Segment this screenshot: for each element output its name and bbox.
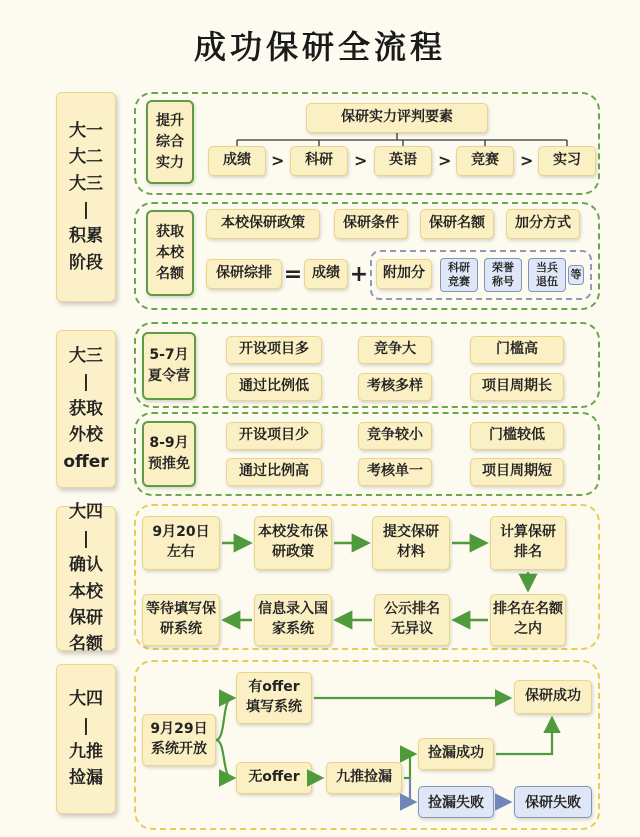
label-line: 5-7月: [149, 347, 189, 363]
side-line: offer: [63, 451, 109, 472]
grad-rec-fail: 保研失败: [514, 786, 592, 818]
pickup-success: 捡漏成功: [418, 738, 494, 770]
label-line: 无异议: [391, 621, 433, 637]
label-line: 8-9月: [149, 435, 189, 451]
pickup-fail: 捡漏失败: [418, 786, 494, 818]
label-line: 获取: [156, 223, 184, 240]
factor-english: 英语: [374, 146, 432, 176]
side-line: |: [82, 715, 90, 736]
side-line: 阶段: [69, 252, 103, 273]
label-line: 提升: [156, 112, 184, 129]
camp-item: 竞争大: [358, 336, 432, 364]
pre-item: 开设项目少: [226, 422, 322, 450]
label-line: 排名: [514, 544, 542, 560]
side-line: 九推: [69, 742, 103, 762]
label-line: 本校: [156, 244, 184, 261]
arrow-branch-icon: [410, 778, 413, 802]
side-line: 大三: [69, 173, 103, 194]
label-line: 当兵: [536, 261, 558, 275]
side-line: 积累: [69, 226, 103, 247]
label-line: 提交保研: [383, 524, 439, 541]
pre-item: 竞争较小: [358, 422, 432, 450]
gt-sign: >: [271, 151, 285, 170]
side-line: 大三: [69, 346, 103, 367]
label-line: 综合: [156, 133, 184, 150]
camp-item: 通过比例低: [226, 373, 322, 401]
camp-item: 考核多样: [358, 373, 432, 401]
label-line: 公示排名: [384, 601, 440, 618]
pre-item: 项目周期短: [470, 458, 564, 486]
label-line: 9月20日: [152, 524, 210, 541]
side-line: 本校: [69, 581, 103, 602]
camp-item: 项目周期长: [470, 373, 564, 401]
label-line: 预推免: [148, 456, 190, 472]
side-line: 保研: [69, 607, 103, 628]
label-line: 家系统: [272, 621, 314, 637]
bonus: 附加分: [376, 259, 432, 289]
nine-push-pickup: 九推捡漏: [326, 762, 402, 794]
label-line: 本校发布保: [258, 524, 328, 541]
label-line: 荣誉: [492, 261, 514, 275]
arrow-up-icon: [496, 720, 552, 754]
label-line: 竞赛: [448, 275, 470, 288]
factor-tree-lines: [237, 133, 567, 146]
factor-grades: 成绩: [208, 146, 266, 176]
total-rank: 保研综排: [206, 259, 282, 289]
camp-item: 开设项目多: [226, 336, 322, 364]
label-line: 名额: [156, 265, 184, 282]
policy-item: 本校保研政策: [206, 209, 320, 239]
flow-arrows: [222, 543, 528, 620]
label-line: 9月29日: [150, 721, 208, 738]
pre-item: 考核单一: [358, 458, 432, 486]
side-line: |: [82, 372, 90, 393]
label-line: 研系统: [160, 621, 202, 637]
policy-item: 保研名额: [420, 209, 494, 239]
gt-sign: >: [354, 151, 368, 170]
branch-arrows: [216, 698, 552, 778]
bonus-etc: 等: [568, 265, 584, 285]
side-line: 外校: [69, 425, 103, 446]
policy-item: 保研条件: [334, 209, 408, 239]
label-line: 实力: [156, 154, 184, 171]
label-line: 信息录入国: [258, 601, 328, 618]
arrow-branch-icon: [216, 698, 232, 740]
plus-sign: +: [349, 261, 369, 287]
pre-item: 门槛较低: [470, 422, 564, 450]
camp-item: 门槛高: [470, 336, 564, 364]
label-line: 系统开放: [151, 741, 207, 757]
factors-title: 保研实力评判要素: [306, 103, 488, 133]
label-line: 科研: [448, 261, 470, 275]
side-line: |: [82, 528, 90, 549]
label-line: 夏令营: [148, 368, 190, 384]
no-offer: 无offer: [236, 762, 312, 794]
side-line: 大四: [69, 689, 103, 710]
side-line: 获取: [69, 398, 103, 419]
label-line: 左右: [167, 544, 195, 560]
gt-sign: >: [438, 151, 452, 170]
label-line: 材料: [397, 544, 425, 560]
label-line: 称号: [492, 275, 514, 288]
label-line: 之内: [514, 621, 542, 637]
side-line: 名额: [69, 634, 103, 655]
gt-sign: >: [520, 151, 534, 170]
equals-sign: =: [283, 261, 303, 287]
pre-item: 通过比例高: [226, 458, 322, 486]
side-line: 确认: [69, 555, 103, 576]
side-line: 大二: [69, 147, 103, 168]
label-line: 计算保研: [500, 524, 556, 541]
factor-competition: 竞赛: [456, 146, 514, 176]
factor-research: 科研: [290, 146, 348, 176]
page-title: 成功保研全流程: [193, 28, 446, 66]
label-line: 等待填写保: [146, 601, 216, 618]
side-line: 大一: [69, 120, 103, 141]
label-line: 研政策: [272, 544, 314, 560]
label-line: 退伍: [536, 275, 558, 288]
score: 成绩: [304, 259, 348, 289]
side-line: 大四: [69, 502, 103, 523]
side-line: 捡漏: [69, 768, 103, 789]
grad-rec-success: 保研成功: [514, 680, 592, 714]
arrow-branch-icon: [404, 754, 413, 778]
arrow-branch-icon: [216, 740, 232, 778]
label-line: 排名在名额: [493, 601, 563, 618]
policy-item: 加分方式: [506, 209, 580, 239]
factor-internship: 实习: [538, 146, 596, 176]
label-line: 有offer: [248, 679, 300, 696]
label-line: 填写系统: [246, 699, 302, 715]
side-line: |: [82, 200, 90, 220]
